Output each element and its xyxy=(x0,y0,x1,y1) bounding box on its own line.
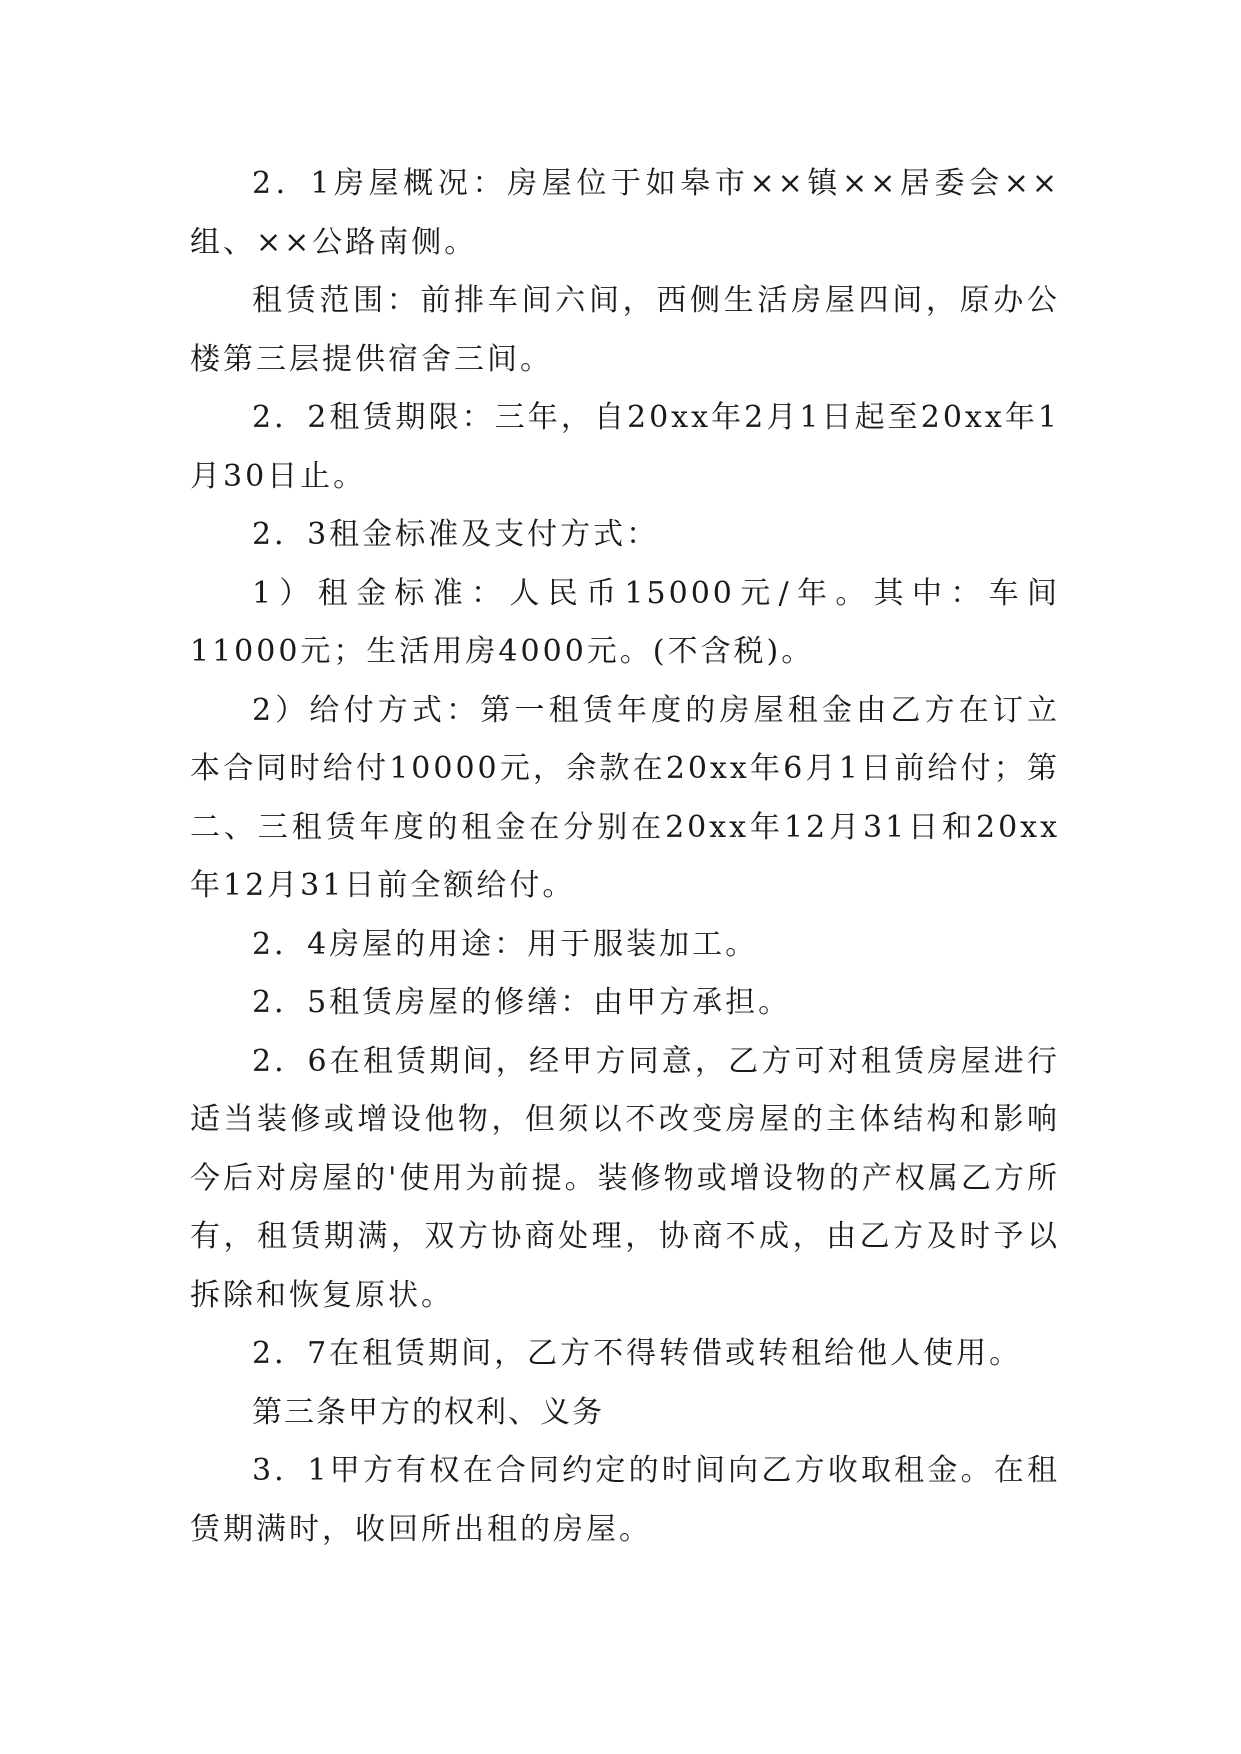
paragraph-2-6: 2．6在租赁期间，经甲方同意，乙方可对租赁房屋进行适当装修或增设他物，但须以不改变房屋的主体结构和影响今后对房屋的'使用为前提。装修物或增设物的产权属乙方所有，租赁期满，双方协商处理，协商不成，由乙方及时予以拆除和恢复原状。 xyxy=(190,1043,1060,1313)
section-heading-article-3: 第三条甲方的权利、义务 xyxy=(252,1394,604,1430)
paragraph-2-2: 2．2租赁期限：三年，自20xx年2月1日起至20xx年1月30日止。 xyxy=(190,400,1060,494)
paragraph-2-1: 2．1房屋概况：房屋位于如皋市××镇××居委会××组、××公路南侧。 xyxy=(190,166,1060,260)
paragraph-3-1: 3．1甲方有权在合同约定的时间向乙方收取租金。在租赁期满时，收回所出租的房屋。 xyxy=(190,1453,1060,1547)
paragraph-lease-scope: 租赁范围：前排车间六间，西侧生活房屋四间，原办公楼第三层提供宿舍三间。 xyxy=(190,283,1060,377)
paragraph-2-4: 2．4房屋的用途：用于服装加工。 xyxy=(252,926,759,962)
paragraph-payment-method: 2）给付方式：第一租赁年度的房屋租金由乙方在订立本合同时给付10000元，余款在20xx年6月1日前给付；第二、三租赁年度的租金在分别在20xx年12月31日和20xx年12月31日前全额给付。 xyxy=(190,692,1060,903)
paragraph-2-5: 2．5租赁房屋的修缮：由甲方承担。 xyxy=(252,985,792,1020)
paragraph-2-7: 2．7在租赁期间，乙方不得转借或转租给他人使用。 xyxy=(252,1336,1023,1371)
paragraph-rent-standard: 1）租金标准：人民币15000元/年。其中：车间11000元；生活用房4000元。(不含税)。 xyxy=(190,575,1060,669)
paragraph-2-3: 2．3租金标准及支付方式： xyxy=(252,517,660,552)
document-body xyxy=(190,155,1060,1559)
